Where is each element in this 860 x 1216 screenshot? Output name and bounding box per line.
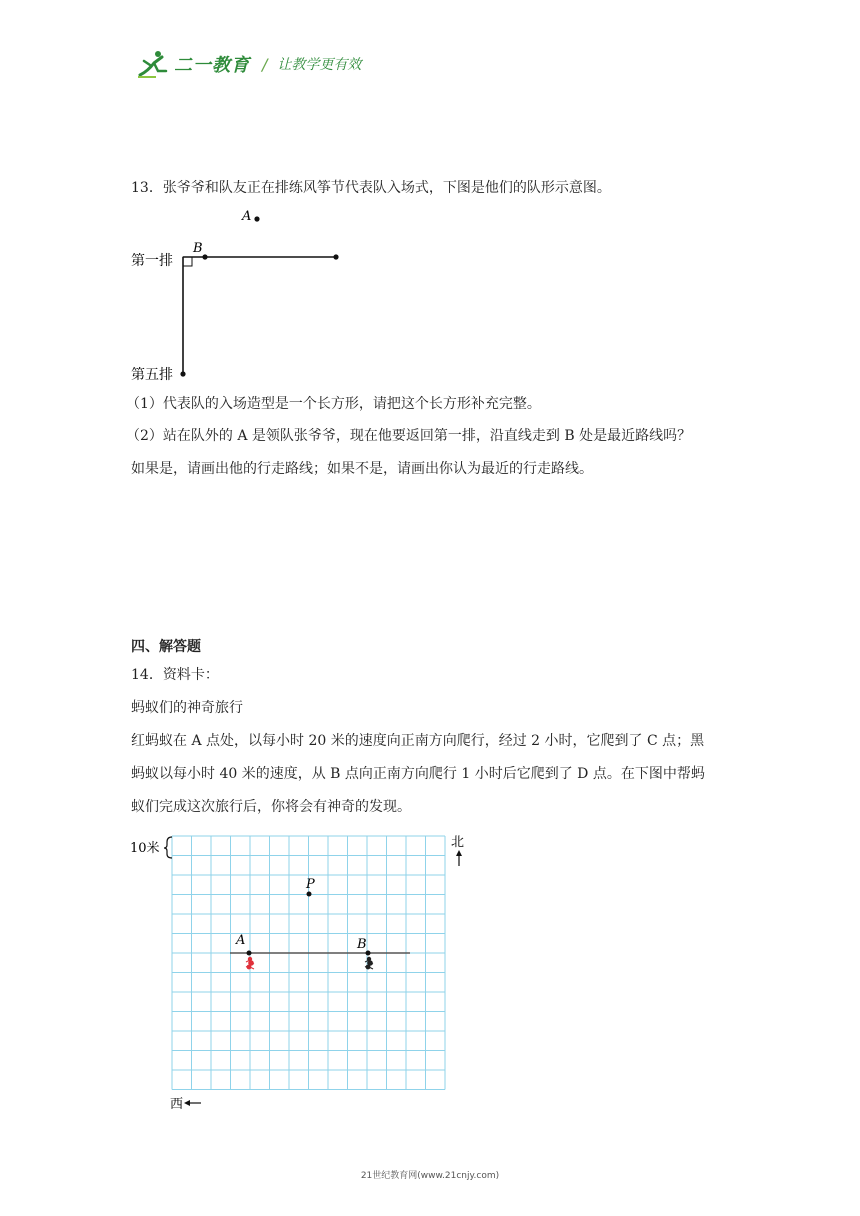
- scale-brace: [164, 837, 172, 858]
- header-separator: /: [262, 54, 268, 74]
- q14-para-line2: 蚂蚁以每小时 40 米的速度，从 B 点向正南方向爬行 1 小时后它爬到了 D 点。在下图中帮蚂: [131, 766, 705, 782]
- q14-stem: 14．资料卡：: [131, 667, 219, 683]
- row5-end-dot: [180, 371, 185, 376]
- q13-label-b: B: [193, 241, 203, 256]
- point-p-dot: [307, 892, 312, 897]
- north-label: 北: [451, 835, 465, 850]
- point-a-dot-grid: [247, 951, 252, 956]
- north-arrow-icon: [456, 850, 462, 866]
- section-title: 四、解答题: [131, 639, 201, 655]
- row1-end-dot: [333, 254, 338, 259]
- row1-label: 第一排: [131, 253, 173, 269]
- point-a-dot: [254, 216, 259, 221]
- point-b-dot: [202, 254, 207, 259]
- q13-part2-line2: 如果是，请画出他的行走路线；如果不是，请画出你认为最近的行走路线。: [131, 461, 593, 477]
- header: [136, 48, 361, 80]
- grid-label-p: P: [306, 877, 315, 892]
- grid-label-b: B: [357, 937, 367, 952]
- q13-part1: （1）代表队的入场造型是一个长方形，请把这个长方形补充完整。: [126, 396, 541, 412]
- q14-subtitle: 蚂蚁们的神奇旅行: [131, 700, 243, 716]
- row5-label: 第五排: [131, 367, 173, 383]
- q14-grid-map: [126, 830, 476, 1112]
- q13-formation-diagram: [126, 200, 366, 385]
- west-label: 西: [170, 1097, 184, 1112]
- q13-label-a: A: [242, 209, 252, 224]
- q14-para-line3: 蚁们完成这次旅行后，你将会有神奇的发现。: [131, 799, 411, 815]
- point-b-dot-grid: [366, 951, 371, 956]
- q13-part2-line1: （2）站在队外的 A 是领队张爷爷，现在他要返回第一排，沿直线走到 B 处是最近路线吗？: [126, 428, 692, 444]
- runner-logo-icon: [136, 49, 170, 79]
- grid-lines: [172, 836, 445, 1090]
- q14-para-line1: 红蚂蚁在 A 点处，以每小时 20 米的速度向正南方向爬行，经过 2 小时，它爬到了 C 点；黑: [131, 733, 705, 749]
- west-arrow-icon: [184, 1100, 201, 1106]
- logo-text: 二一教育: [174, 55, 250, 76]
- black-ant-icon: [365, 957, 373, 970]
- footer-text: 21世纪教育网(www.21cnjy.com): [360, 1171, 500, 1181]
- red-ant-icon: [246, 957, 254, 970]
- q13-stem: 13．张爷爷和队友正在排练风筝节代表队入场式，下图是他们的队形示意图。: [131, 180, 611, 196]
- header-slogan: 让教学更有效: [277, 57, 362, 73]
- scale-label: 10米: [130, 841, 160, 856]
- grid-label-a: A: [236, 933, 246, 948]
- right-angle-mark: [183, 257, 192, 266]
